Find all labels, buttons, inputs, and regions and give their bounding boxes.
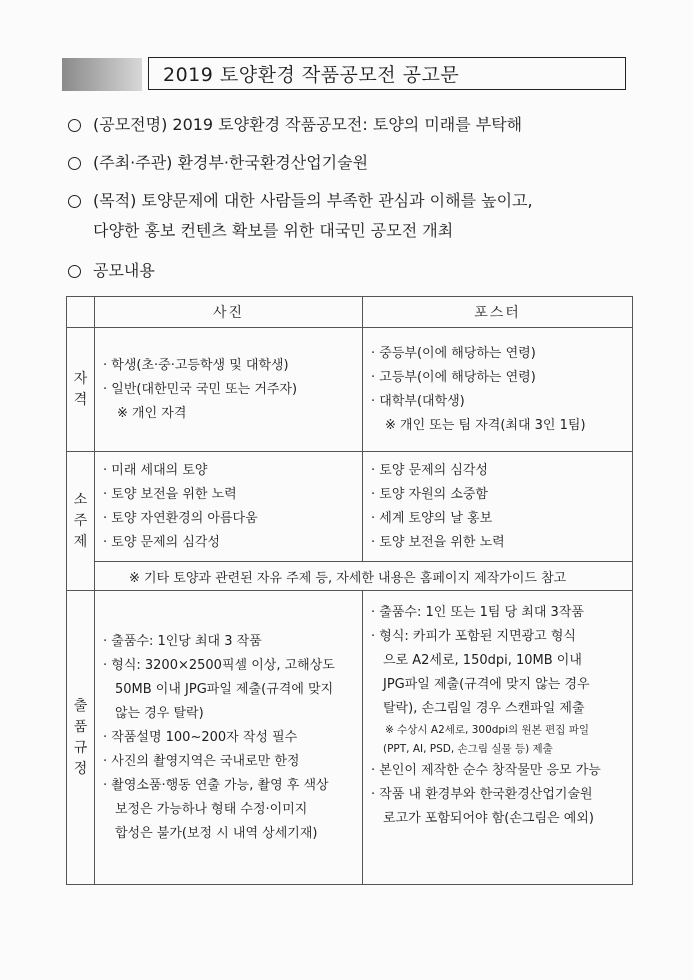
circle-bullet-icon — [68, 119, 81, 132]
rules-photo: · 출품수: 1인당 최대 3 작품 · 형식: 3200×2500픽셀 이상, 고해상도 50MB 이내 JPG파일 제출(규격에 맞지 않는 경우 탈락) · 작품설명 100~200자 작성 필수 · 사진의 촬영지역은 국내로만 한정 · 촬영소품·행동 연출 가능, 촬영 후 색상 보정은 가능하나 형태 수정·이미지 합성은 불가(보정 시 내역 상세기재) — [95, 591, 363, 885]
title-decoration — [62, 58, 142, 91]
bullet-host: (주최·주관) 환경부·한국환경산업기술원 — [68, 151, 368, 175]
topic-note: ※ 기타 토양과 관련된 자유 주제 등, 자세한 내용은 홈페이지 제작가이드 참고 — [95, 562, 633, 591]
topic-photo: · 미래 세대의 토양 · 토양 보전을 위한 노력 · 토양 자연환경의 아름다움 · 토양 문제의 심각성 — [95, 452, 363, 562]
rules-poster: · 출품수: 1인 또는 1팀 당 최대 3작품 · 형식: 카피가 포함된 지면광고 형식 으로 A2세로, 150dpi, 10MB 이내 JPG파일 제출(규격에 맞지 않는 경우 탈락), 손그림일 경우 스캔파일 제출 ※ 수상시 A2세로, 300dpi의 원본 편집 파일 (PPT, AI, PSD, 손그림 실물 등) 제출 · 본인이 제작한 순수 창작물만 응모 가능 · 작품 내 환경부와 한국환경산업기술원 로고가 포함되어야 함(손그림은 예외) — [363, 591, 633, 885]
table-row-rules — [67, 591, 633, 885]
page-title: 2019 토양환경 작품공모전 공고문 — [148, 57, 626, 90]
table-row-qualification — [67, 328, 633, 452]
table-row-topic-note — [67, 562, 633, 591]
bullet-content: 공모내용 — [68, 259, 155, 283]
circle-bullet-icon — [68, 265, 81, 278]
title-banner — [62, 55, 630, 95]
bullet-purpose-continued: 다양한 홍보 컨텐츠 확보를 위한 대국민 공모전 개최 — [93, 221, 454, 240]
bullet-purpose: (목적) 토양문제에 대한 사람들의 부족한 관심과 이해를 높이고, — [68, 189, 533, 213]
table-header-row — [67, 297, 633, 328]
circle-bullet-icon — [68, 195, 81, 208]
table-row-topic — [67, 452, 633, 562]
column-header-photo: 사진 — [95, 297, 363, 328]
column-header-poster: 포스터 — [363, 297, 633, 328]
qualification-poster: · 중등부(이에 해당하는 연령) · 고등부(이에 해당하는 연령) · 대학부(대학생) ※ 개인 또는 팀 자격(최대 3인 1팀) — [363, 328, 633, 452]
row-label-topic: 소 주 제 — [67, 452, 95, 591]
row-label-qualification: 자 격 — [67, 328, 95, 452]
qualification-photo: · 학생(초·중·고등학생 및 대학생) · 일반(대한민국 국민 또는 거주자) ※ 개인 자격 — [95, 328, 363, 452]
row-label-rules: 출 품 규 정 — [67, 591, 95, 885]
topic-poster: · 토양 문제의 심각성 · 토양 자원의 소중함 · 세계 토양의 날 홍보 · 토양 보전을 위한 노력 — [363, 452, 633, 562]
circle-bullet-icon — [68, 157, 81, 170]
bullet-contest-name: (공모전명) 2019 토양환경 작품공모전: 토양의 미래를 부탁해 — [68, 113, 522, 137]
content-table — [66, 296, 633, 885]
